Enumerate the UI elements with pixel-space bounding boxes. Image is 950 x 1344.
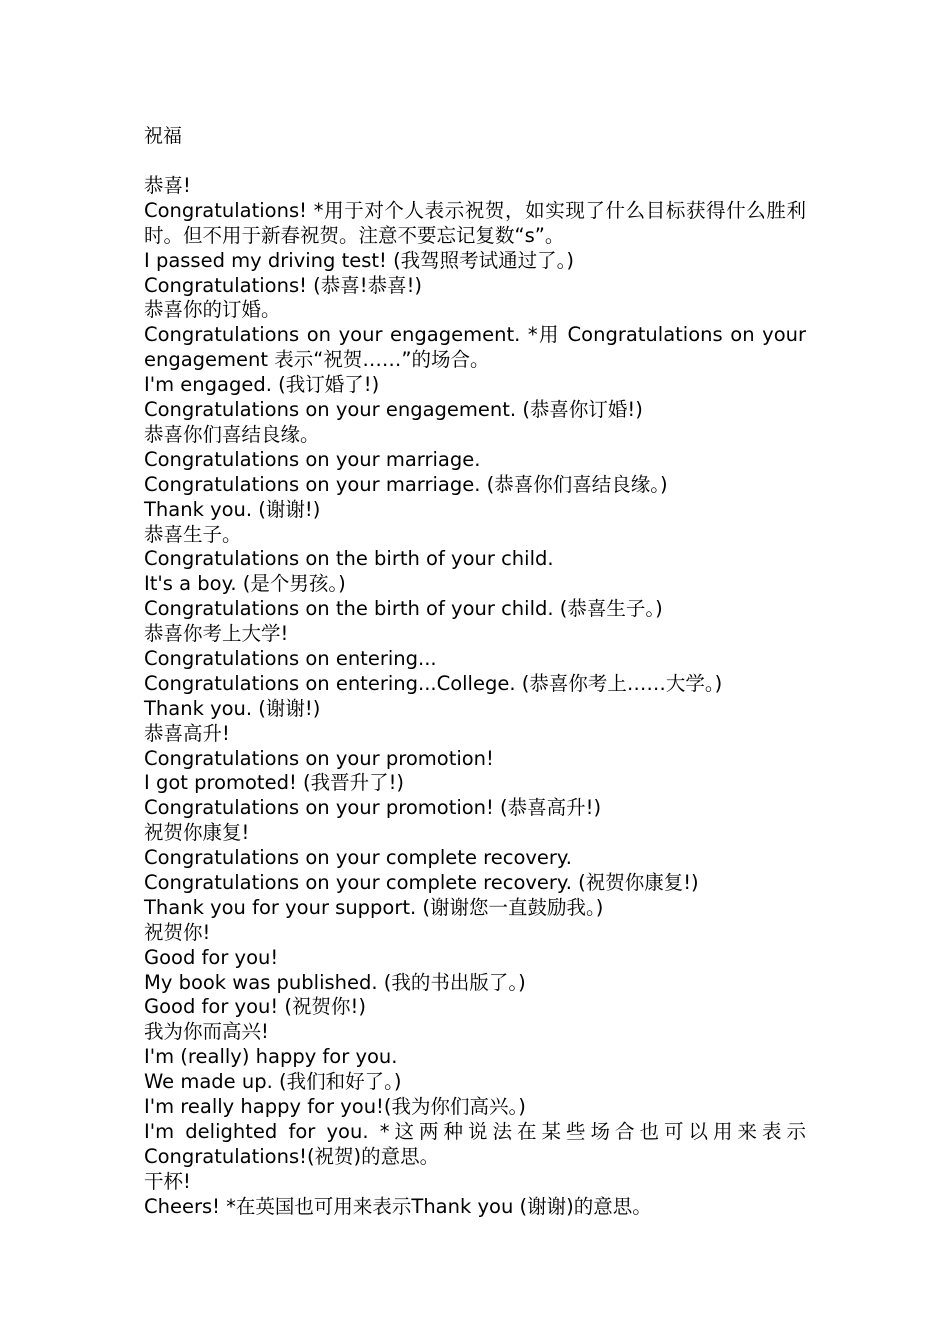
text-line: Congratulations on your marriage. (恭喜你们喜结良缘。) [144,472,668,496]
text-line: Congratulations on the birth of your child. [144,547,554,571]
text-line: My book was published. (我的书出版了。) [144,970,526,994]
text-line: Congratulations on entering...College. (恭喜你考上……大学。) [144,671,723,695]
text-line: Congratulations on your engagement. (恭喜你订婚!) [144,398,643,422]
text-line: Cheers! *在英国也可用来表示Thank you (谢谢)的意思。 [144,1194,652,1218]
text-line: I'm engaged. (我订婚了!) [144,373,380,397]
text-line: We made up. (我们和好了。) [144,1070,402,1094]
text-line: 恭喜你们喜结良缘。 [144,422,320,446]
text-line: Congratulations on your complete recovery. (祝贺你康复!) [144,871,699,894]
text-line: I'm delighted for you. *这两种说法在某些场合也可以用来表示Congratulations!(祝贺)的意思。 [144,1119,806,1168]
text-line: 恭喜你考上大学! [144,622,289,646]
text-line: 干杯! [144,1169,191,1193]
text-line: Thank you for your support. (谢谢您一直鼓励我。) [144,895,604,919]
text-line: Congratulations on your complete recovery. [144,846,572,870]
text-line: 我为你而高兴! [144,1020,269,1044]
text-line: Good for you! [144,945,279,969]
text-line: Congratulations! *用于对个人表示祝贺，如实现了什么目标获得什么胜利时。但不用于新春祝贺。注意不要忘记复数“s”。 [144,198,806,247]
text-line: Congratulations! (恭喜!恭喜!) [144,273,422,297]
text-line: Congratulations on entering... [144,646,437,670]
text-line: Congratulations on the birth of your child. (恭喜生子。) [144,597,663,621]
text-line: Good for you! (祝贺你!) [144,995,366,1019]
text-line: Congratulations on your promotion! (恭喜高升!) [144,796,602,820]
text-line: Congratulations on your engagement. *用 Congratulations on your engagement 表示“祝贺……”的场合。 [144,323,806,372]
text-line: 恭喜你的订婚。 [144,298,281,322]
document-title: 祝福 [144,125,183,147]
text-line: I passed my driving test! (我驾照考试通过了。) [144,248,575,272]
text-line: It's a boy. (是个男孩。) [144,572,346,596]
text-line: I'm (really) happy for you. [144,1045,398,1069]
text-line: Congratulations on your promotion! [144,746,494,770]
text-line: Thank you. (谢谢!) [144,497,321,521]
text-line: 恭喜生子。 [144,522,242,546]
text-line: 祝贺你康复! [144,821,250,845]
text-line: 恭喜高升! [144,721,230,745]
text-line: Thank you. (谢谢!) [144,696,321,720]
text-line: I'm really happy for you!(我为你们高兴。) [144,1095,526,1119]
text-line: I got promoted! (我晋升了!) [144,771,404,795]
text-line: Congratulations on your marriage. [144,447,481,471]
text-line: 祝贺你! [144,920,211,944]
document-body [144,174,806,1220]
text-line: 恭喜! [144,174,191,197]
